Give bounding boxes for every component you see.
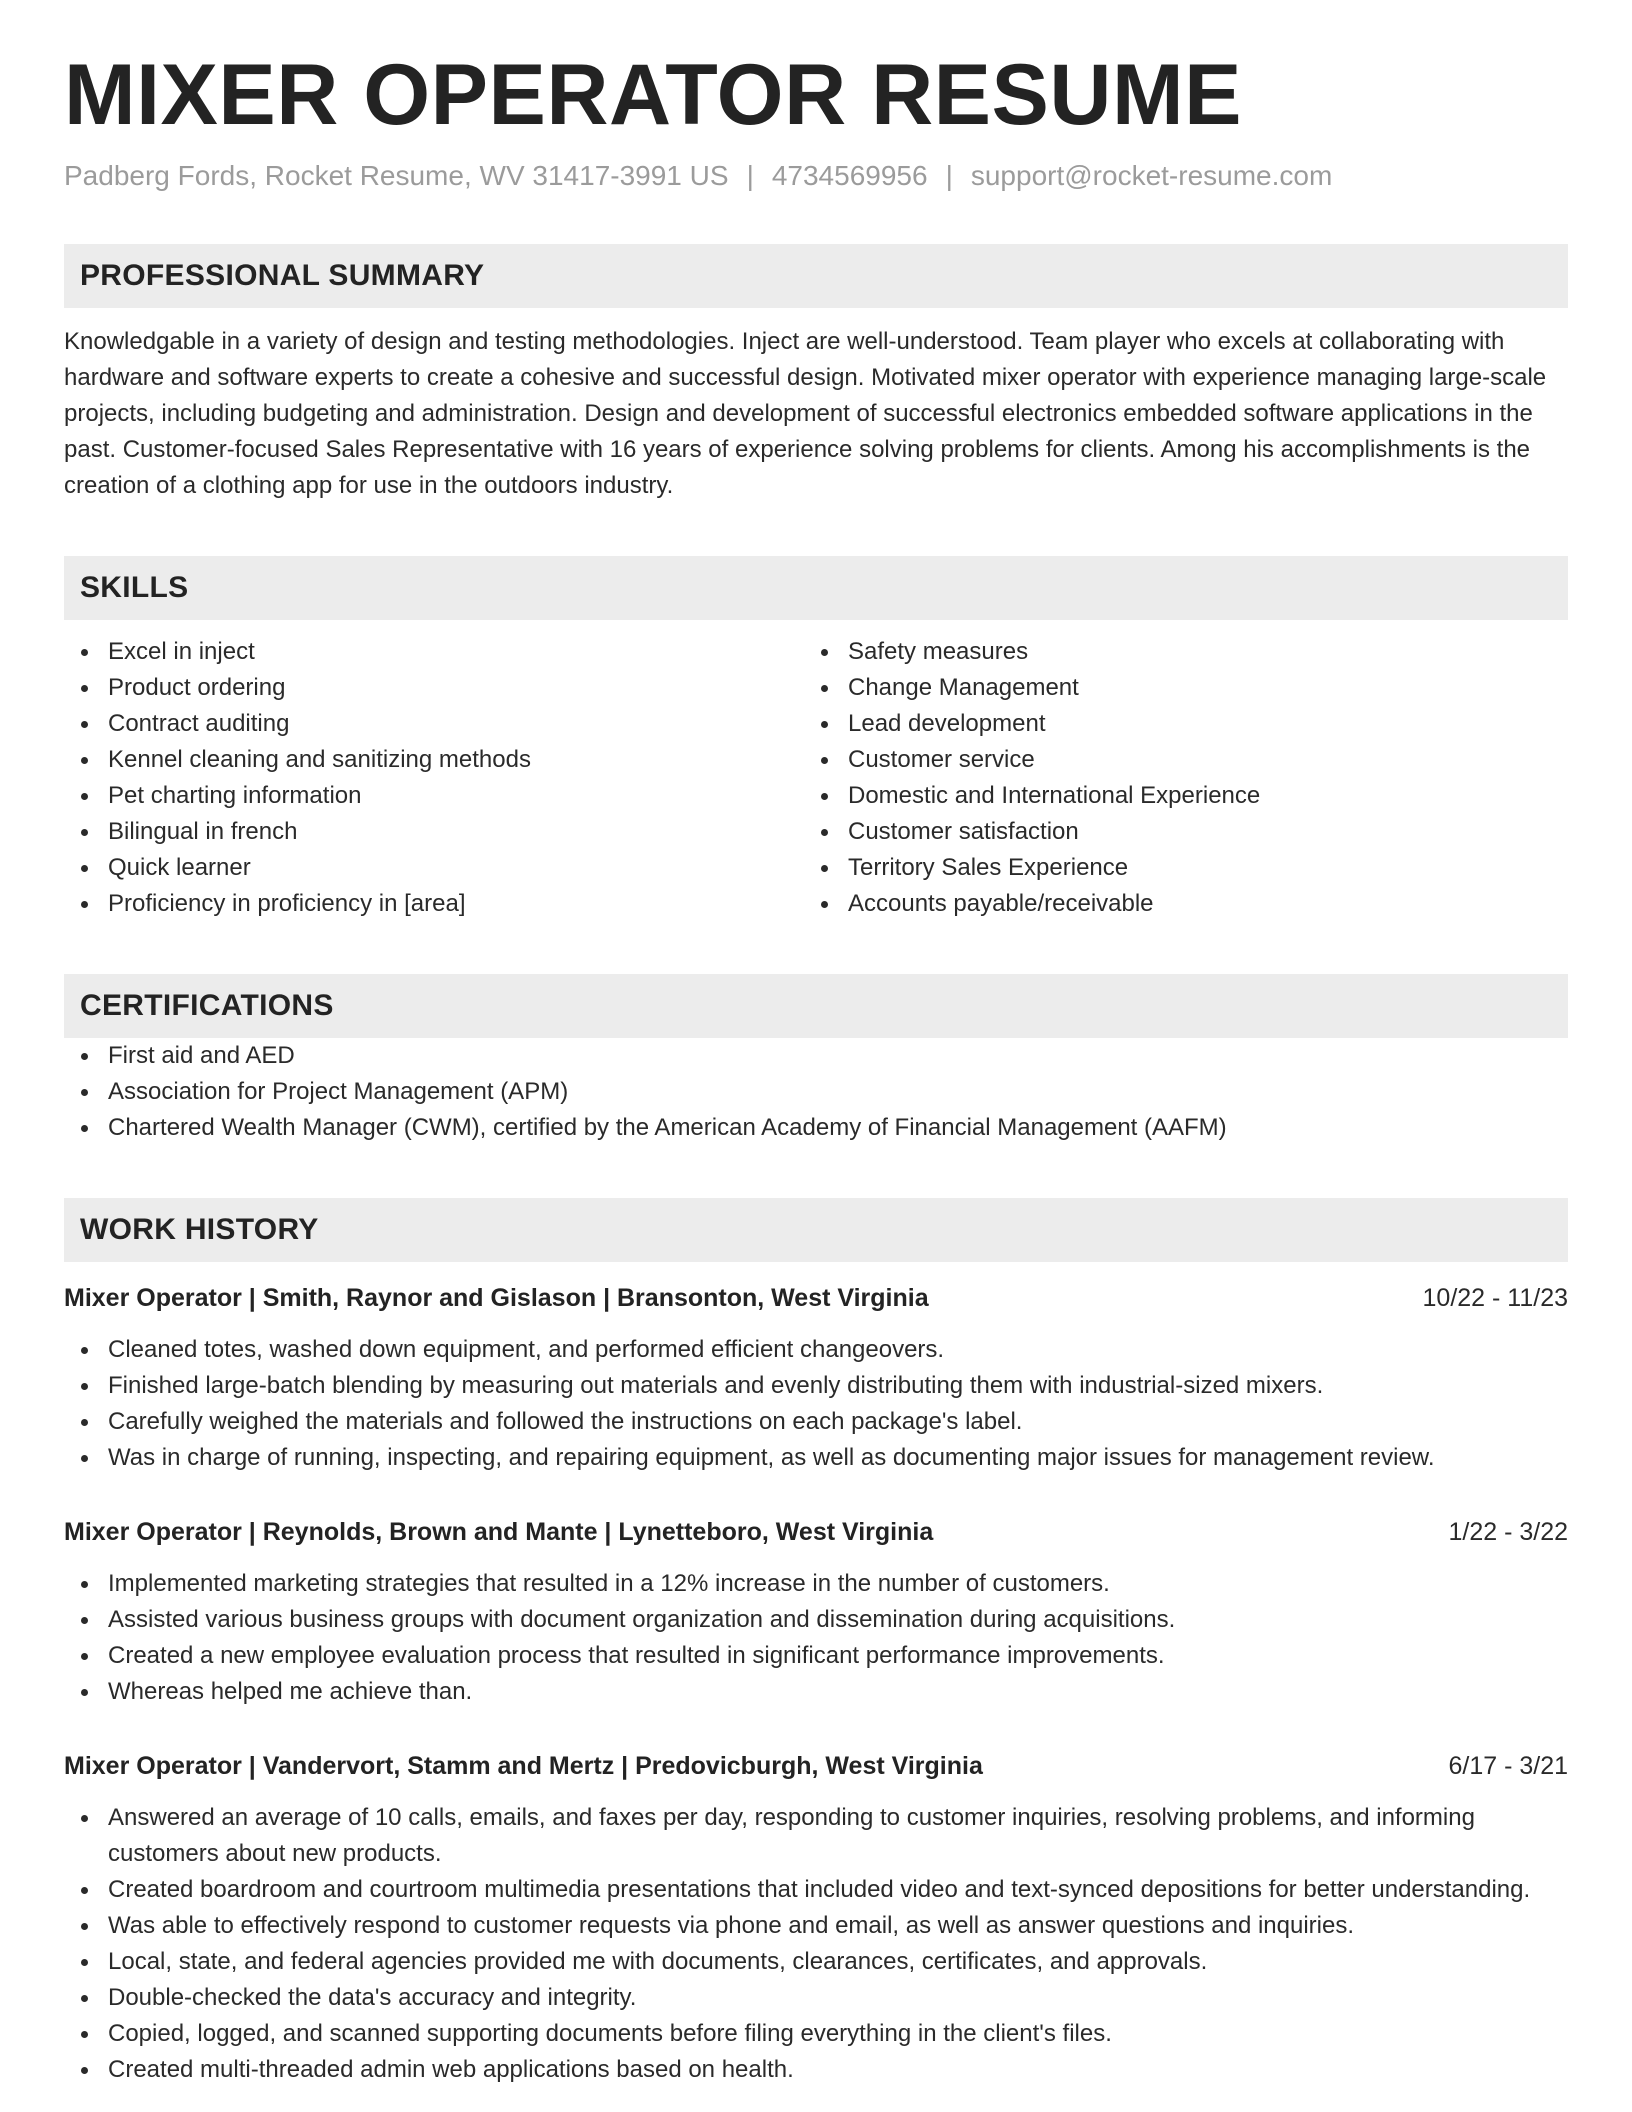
skill-item: Accounts payable/receivable — [804, 886, 1568, 922]
skill-item: Product ordering — [64, 670, 804, 706]
job-bullets — [64, 1566, 1568, 1710]
skill-item: Excel in inject — [64, 634, 804, 670]
section-header-certifications: CERTIFICATIONS — [64, 974, 1568, 1038]
job-entry — [64, 1280, 1568, 1476]
skill-item: Contract auditing — [64, 706, 804, 742]
job-bullet: Created a new employee evaluation process that resulted in significant performance improvements. — [64, 1638, 1568, 1674]
skill-item: Kennel cleaning and sanitizing methods — [64, 742, 804, 778]
contact-email: support@rocket-resume.com — [970, 160, 1333, 192]
section-header-work-history: WORK HISTORY — [64, 1198, 1568, 1262]
contact-phone: 4734569956 — [771, 160, 928, 192]
skill-item: Change Management — [804, 670, 1568, 706]
job-dates: 10/22 - 11/23 — [1422, 1284, 1568, 1313]
skill-item: Proficiency in proficiency in [area] — [64, 886, 804, 922]
contact-separator: | — [945, 160, 953, 192]
job-header — [64, 1748, 1568, 1784]
job-header — [64, 1514, 1568, 1550]
certification-item: Chartered Wealth Manager (CWM), certified by the American Academy of Financial Management (AAFM) — [64, 1110, 1568, 1146]
job-bullets — [64, 1332, 1568, 1476]
skill-item: Safety measures — [804, 634, 1568, 670]
section-header-summary: PROFESSIONAL SUMMARY — [64, 244, 1568, 308]
job-bullet: Whereas helped me achieve than. — [64, 1674, 1568, 1710]
skill-item: Territory Sales Experience — [804, 850, 1568, 886]
skill-item: Lead development — [804, 706, 1568, 742]
skill-item: Customer satisfaction — [804, 814, 1568, 850]
skill-item: Bilingual in french — [64, 814, 804, 850]
resume-title: MIXER OPERATOR RESUME — [64, 47, 1243, 143]
job-dates: 6/17 - 3/21 — [1448, 1752, 1568, 1781]
skill-item: Pet charting information — [64, 778, 804, 814]
job-title: Mixer Operator | Smith, Raynor and Gislason | Bransonton, West Virginia — [64, 1284, 929, 1313]
job-bullet: Double-checked the data's accuracy and integrity. — [64, 1980, 1568, 2016]
section-header-skills: SKILLS — [64, 556, 1568, 620]
job-bullet: Carefully weighed the materials and followed the instructions on each package's label. — [64, 1404, 1568, 1440]
skills-grid — [64, 634, 1568, 922]
job-bullet: Assisted various business groups with document organization and dissemination during acquisitions. — [64, 1602, 1568, 1638]
skill-item: Quick learner — [64, 850, 804, 886]
job-title: Mixer Operator | Reynolds, Brown and Mante | Lynetteboro, West Virginia — [64, 1518, 934, 1547]
certification-item: Association for Project Management (APM) — [64, 1074, 1568, 1110]
job-bullet: Answered an average of 10 calls, emails, and faxes per day, responding to customer inquiries, resolving problems, and informing customers about new products. — [64, 1800, 1568, 1872]
skills-list-right — [804, 634, 1568, 922]
skills-list-left — [64, 634, 804, 922]
job-bullet: Created multi-threaded admin web applications based on health. — [64, 2052, 1568, 2088]
job-header — [64, 1280, 1568, 1316]
summary-text: Knowledgable in a variety of design and testing methodologies. Inject are well-understood. Team player who excels at collaborating with hardware and software experts to create a cohesive and successful design. Motivated mixer operator with experience managing large-scale projects, including budgeting and administration. Design and development of successful electronics embedded software applications in the past. Customer-focused Sales Representative with 16 years of experience solving problems for clients. Among his accomplishments is the creation of a clothing app for use in the outdoors industry. — [64, 328, 1547, 500]
job-bullet: Was in charge of running, inspecting, and repairing equipment, as well as documenting major issues for management review. — [64, 1440, 1568, 1476]
certifications-list — [64, 1038, 1568, 1146]
job-bullet: Implemented marketing strategies that resulted in a 12% increase in the number of customers. — [64, 1566, 1568, 1602]
skills-column-left — [64, 634, 804, 922]
skills-column-right — [804, 634, 1568, 922]
job-bullet: Cleaned totes, washed down equipment, and performed efficient changeovers. — [64, 1332, 1568, 1368]
certification-item: First aid and AED — [64, 1038, 1568, 1074]
job-dates: 1/22 - 3/22 — [1448, 1518, 1568, 1547]
job-bullet: Was able to effectively respond to customer requests via phone and email, as well as answer questions and inquiries. — [64, 1908, 1568, 1944]
job-bullet: Finished large-batch blending by measuring out materials and evenly distributing them with industrial-sized mixers. — [64, 1368, 1568, 1404]
job-entry — [64, 1514, 1568, 1710]
job-title: Mixer Operator | Vandervort, Stamm and Mertz | Predovicburgh, West Virginia — [64, 1752, 983, 1781]
job-bullet: Created boardroom and courtroom multimedia presentations that included video and text-synced depositions for better understanding. — [64, 1872, 1568, 1908]
contact-line — [64, 160, 1568, 192]
contact-separator: | — [746, 160, 754, 192]
skill-item: Domestic and International Experience — [804, 778, 1568, 814]
contact-address: Padberg Fords, Rocket Resume, WV 31417-3991 US — [64, 160, 729, 192]
job-bullet: Local, state, and federal agencies provided me with documents, clearances, certificates, and approvals. — [64, 1944, 1568, 1980]
skill-item: Customer service — [804, 742, 1568, 778]
job-bullets — [64, 1800, 1568, 2088]
job-entry — [64, 1748, 1568, 2088]
job-bullet: Copied, logged, and scanned supporting documents before filing everything in the client's files. — [64, 2016, 1568, 2052]
